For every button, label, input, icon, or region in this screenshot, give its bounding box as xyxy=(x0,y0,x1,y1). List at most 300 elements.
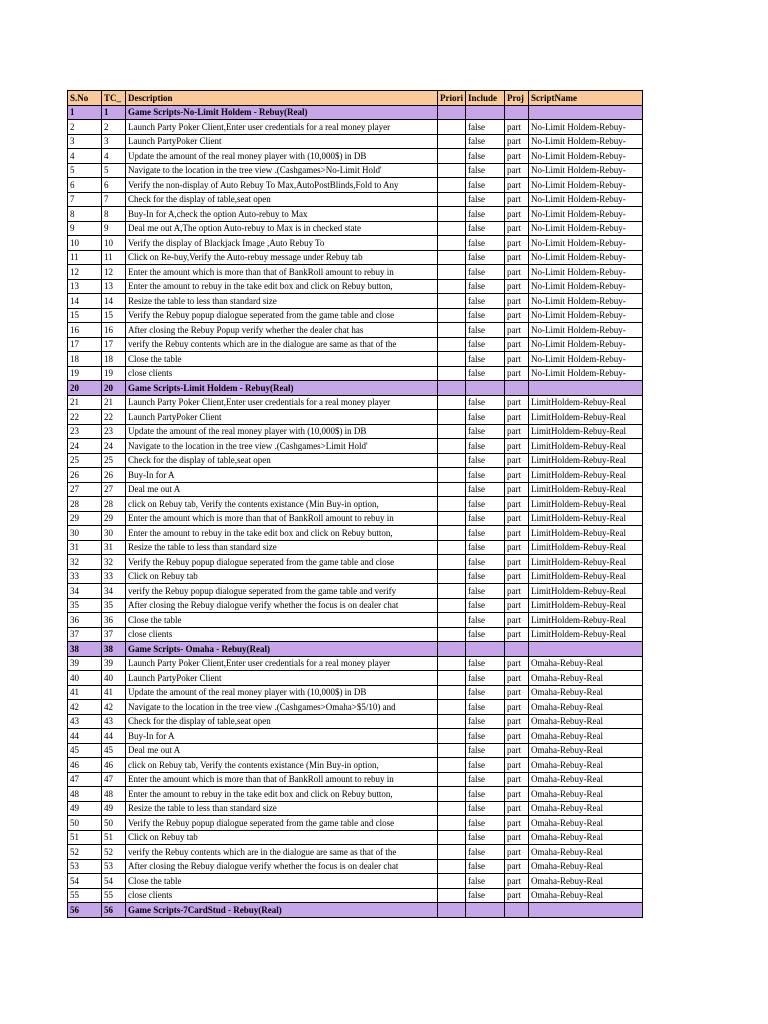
cell-project[interactable] xyxy=(505,381,529,396)
cell-project[interactable]: part xyxy=(505,120,529,135)
cell-priority[interactable] xyxy=(438,598,466,613)
cell-scriptname[interactable]: LimitHoldem-Rebuy-Real xyxy=(529,555,643,570)
cell-project[interactable]: part xyxy=(505,337,529,352)
cell-include[interactable]: false xyxy=(466,192,505,207)
cell-project[interactable]: part xyxy=(505,540,529,555)
cell-sno[interactable]: 1 xyxy=(68,105,102,120)
cell-include[interactable]: false xyxy=(466,758,505,773)
cell-priority[interactable] xyxy=(438,352,466,367)
cell-tc[interactable]: 17 xyxy=(102,337,126,352)
cell-tc[interactable]: 9 xyxy=(102,221,126,236)
header-project[interactable]: Proj xyxy=(505,91,529,106)
cell-scriptname[interactable]: Omaha-Rebuy-Real xyxy=(529,656,643,671)
cell-include[interactable]: false xyxy=(466,511,505,526)
cell-scriptname[interactable]: LimitHoldem-Rebuy-Real xyxy=(529,395,643,410)
cell-project[interactable]: part xyxy=(505,308,529,323)
cell-priority[interactable] xyxy=(438,337,466,352)
cell-include[interactable]: false xyxy=(466,294,505,309)
cell-scriptname[interactable]: No-Limit Holdem-Rebuy- xyxy=(529,323,643,338)
cell-include[interactable] xyxy=(466,381,505,396)
cell-scriptname[interactable]: LimitHoldem-Rebuy-Real xyxy=(529,569,643,584)
cell-tc[interactable]: 44 xyxy=(102,729,126,744)
cell-scriptname[interactable]: No-Limit Holdem-Rebuy- xyxy=(529,294,643,309)
cell-description[interactable]: verify the Rebuy popup dialogue seperated from the game table and verify xyxy=(126,584,438,599)
cell-sno[interactable]: 13 xyxy=(68,279,102,294)
cell-priority[interactable] xyxy=(438,830,466,845)
cell-scriptname[interactable]: Omaha-Rebuy-Real xyxy=(529,700,643,715)
cell-tc[interactable]: 45 xyxy=(102,743,126,758)
cell-priority[interactable] xyxy=(438,381,466,396)
cell-project[interactable]: part xyxy=(505,671,529,686)
cell-project[interactable]: part xyxy=(505,511,529,526)
cell-scriptname[interactable]: LimitHoldem-Rebuy-Real xyxy=(529,598,643,613)
cell-include[interactable]: false xyxy=(466,424,505,439)
cell-priority[interactable] xyxy=(438,250,466,265)
header-sno[interactable]: S.No xyxy=(68,91,102,106)
cell-include[interactable]: false xyxy=(466,671,505,686)
cell-priority[interactable] xyxy=(438,903,466,918)
cell-sno[interactable]: 19 xyxy=(68,366,102,381)
cell-scriptname[interactable]: Omaha-Rebuy-Real xyxy=(529,743,643,758)
cell-priority[interactable] xyxy=(438,236,466,251)
cell-sno[interactable]: 2 xyxy=(68,120,102,135)
cell-project[interactable]: part xyxy=(505,236,529,251)
cell-tc[interactable]: 34 xyxy=(102,584,126,599)
cell-scriptname[interactable]: LimitHoldem-Rebuy-Real xyxy=(529,511,643,526)
cell-description[interactable]: Deal me out A,The option Auto-rebuy to Max is in checked state xyxy=(126,221,438,236)
cell-tc[interactable]: 21 xyxy=(102,395,126,410)
cell-scriptname[interactable]: No-Limit Holdem-Rebuy- xyxy=(529,352,643,367)
cell-include[interactable]: false xyxy=(466,772,505,787)
cell-tc[interactable]: 42 xyxy=(102,700,126,715)
cell-sno[interactable]: 14 xyxy=(68,294,102,309)
cell-description[interactable]: click on Rebuy tab, Verify the contents existance (Min Buy-in option, xyxy=(126,758,438,773)
cell-description[interactable]: Launch Party Poker Client,Enter user credentials for a real money player xyxy=(126,120,438,135)
cell-sno[interactable]: 45 xyxy=(68,743,102,758)
cell-include[interactable]: false xyxy=(466,540,505,555)
cell-include[interactable]: false xyxy=(466,859,505,874)
cell-priority[interactable] xyxy=(438,279,466,294)
cell-scriptname[interactable]: No-Limit Holdem-Rebuy- xyxy=(529,337,643,352)
cell-priority[interactable] xyxy=(438,845,466,860)
cell-sno[interactable]: 33 xyxy=(68,569,102,584)
cell-project[interactable]: part xyxy=(505,859,529,874)
cell-priority[interactable] xyxy=(438,714,466,729)
cell-scriptname[interactable]: LimitHoldem-Rebuy-Real xyxy=(529,453,643,468)
cell-sno[interactable]: 9 xyxy=(68,221,102,236)
cell-scriptname[interactable]: LimitHoldem-Rebuy-Real xyxy=(529,468,643,483)
cell-description[interactable]: Enter the amount which is more than that of BankRoll amount to rebuy in xyxy=(126,511,438,526)
cell-priority[interactable] xyxy=(438,743,466,758)
cell-scriptname[interactable]: No-Limit Holdem-Rebuy- xyxy=(529,221,643,236)
cell-sno[interactable]: 25 xyxy=(68,453,102,468)
cell-scriptname[interactable]: No-Limit Holdem-Rebuy- xyxy=(529,265,643,280)
cell-sno[interactable]: 56 xyxy=(68,903,102,918)
cell-sno[interactable]: 41 xyxy=(68,685,102,700)
cell-tc[interactable]: 3 xyxy=(102,134,126,149)
cell-scriptname[interactable]: No-Limit Holdem-Rebuy- xyxy=(529,236,643,251)
cell-include[interactable] xyxy=(466,642,505,657)
cell-include[interactable]: false xyxy=(466,656,505,671)
cell-priority[interactable] xyxy=(438,772,466,787)
cell-tc[interactable]: 24 xyxy=(102,439,126,454)
cell-tc[interactable]: 54 xyxy=(102,874,126,889)
cell-description[interactable]: Check for the display of table,seat open xyxy=(126,192,438,207)
cell-priority[interactable] xyxy=(438,584,466,599)
cell-tc[interactable]: 5 xyxy=(102,163,126,178)
cell-sno[interactable]: 22 xyxy=(68,410,102,425)
cell-sno[interactable]: 27 xyxy=(68,482,102,497)
cell-tc[interactable]: 10 xyxy=(102,236,126,251)
cell-project[interactable]: part xyxy=(505,656,529,671)
cell-scriptname[interactable]: No-Limit Holdem-Rebuy- xyxy=(529,163,643,178)
cell-tc[interactable]: 2 xyxy=(102,120,126,135)
cell-priority[interactable] xyxy=(438,366,466,381)
cell-description[interactable]: Launch Party Poker Client,Enter user credentials for a real money player xyxy=(126,656,438,671)
cell-project[interactable] xyxy=(505,642,529,657)
cell-include[interactable]: false xyxy=(466,598,505,613)
cell-scriptname[interactable]: Omaha-Rebuy-Real xyxy=(529,830,643,845)
cell-description[interactable]: Verify the Rebuy popup dialogue seperated from the game table and close xyxy=(126,555,438,570)
cell-project[interactable]: part xyxy=(505,830,529,845)
cell-description[interactable]: Close the table xyxy=(126,874,438,889)
cell-tc[interactable]: 50 xyxy=(102,816,126,831)
cell-sno[interactable]: 30 xyxy=(68,526,102,541)
cell-include[interactable]: false xyxy=(466,729,505,744)
cell-description[interactable]: Resize the table to less than standard size xyxy=(126,801,438,816)
cell-priority[interactable] xyxy=(438,468,466,483)
cell-project[interactable]: part xyxy=(505,569,529,584)
cell-sno[interactable]: 10 xyxy=(68,236,102,251)
cell-tc[interactable]: 13 xyxy=(102,279,126,294)
cell-scriptname[interactable]: LimitHoldem-Rebuy-Real xyxy=(529,584,643,599)
cell-priority[interactable] xyxy=(438,526,466,541)
cell-project[interactable]: part xyxy=(505,294,529,309)
cell-priority[interactable] xyxy=(438,511,466,526)
cell-project[interactable]: part xyxy=(505,874,529,889)
cell-include[interactable]: false xyxy=(466,236,505,251)
cell-tc[interactable]: 8 xyxy=(102,207,126,222)
cell-sno[interactable]: 54 xyxy=(68,874,102,889)
cell-description[interactable]: Check for the display of table,seat open xyxy=(126,714,438,729)
cell-project[interactable]: part xyxy=(505,555,529,570)
cell-priority[interactable] xyxy=(438,395,466,410)
cell-sno[interactable]: 52 xyxy=(68,845,102,860)
cell-scriptname[interactable]: No-Limit Holdem-Rebuy- xyxy=(529,149,643,164)
cell-sno[interactable]: 51 xyxy=(68,830,102,845)
cell-sno[interactable]: 15 xyxy=(68,308,102,323)
cell-sno[interactable]: 31 xyxy=(68,540,102,555)
cell-priority[interactable] xyxy=(438,120,466,135)
cell-priority[interactable] xyxy=(438,787,466,802)
cell-include[interactable]: false xyxy=(466,279,505,294)
cell-scriptname[interactable]: LimitHoldem-Rebuy-Real xyxy=(529,497,643,512)
cell-include[interactable]: false xyxy=(466,685,505,700)
cell-include[interactable]: false xyxy=(466,439,505,454)
cell-include[interactable]: false xyxy=(466,410,505,425)
cell-scriptname[interactable]: LimitHoldem-Rebuy-Real xyxy=(529,410,643,425)
cell-description[interactable]: Enter the amount to rebuy in the take edit box and click on Rebuy button, xyxy=(126,526,438,541)
cell-tc[interactable]: 28 xyxy=(102,497,126,512)
cell-scriptname[interactable]: LimitHoldem-Rebuy-Real xyxy=(529,526,643,541)
cell-include[interactable]: false xyxy=(466,555,505,570)
cell-description[interactable]: Verify the display of Blackjack Image ,Auto Rebuy To xyxy=(126,236,438,251)
cell-sno[interactable]: 6 xyxy=(68,178,102,193)
cell-sno[interactable]: 3 xyxy=(68,134,102,149)
cell-description[interactable]: Navigate to the location in the tree view .(Cashgames>Omaha>$5/10) and xyxy=(126,700,438,715)
cell-tc[interactable]: 23 xyxy=(102,424,126,439)
cell-include[interactable]: false xyxy=(466,787,505,802)
cell-description[interactable]: Game Scripts- Omaha - Rebuy(Real) xyxy=(126,642,438,657)
cell-priority[interactable] xyxy=(438,656,466,671)
cell-scriptname[interactable]: No-Limit Holdem-Rebuy- xyxy=(529,178,643,193)
cell-include[interactable]: false xyxy=(466,497,505,512)
cell-priority[interactable] xyxy=(438,482,466,497)
cell-scriptname[interactable]: Omaha-Rebuy-Real xyxy=(529,714,643,729)
cell-priority[interactable] xyxy=(438,816,466,831)
cell-include[interactable]: false xyxy=(466,526,505,541)
cell-tc[interactable]: 19 xyxy=(102,366,126,381)
cell-priority[interactable] xyxy=(438,105,466,120)
cell-project[interactable]: part xyxy=(505,758,529,773)
cell-tc[interactable]: 15 xyxy=(102,308,126,323)
cell-sno[interactable]: 24 xyxy=(68,439,102,454)
cell-include[interactable]: false xyxy=(466,569,505,584)
cell-description[interactable]: Launch Party Poker Client,Enter user credentials for a real money player xyxy=(126,395,438,410)
cell-include[interactable]: false xyxy=(466,366,505,381)
cell-tc[interactable]: 4 xyxy=(102,149,126,164)
cell-sno[interactable]: 40 xyxy=(68,671,102,686)
cell-scriptname[interactable]: LimitHoldem-Rebuy-Real xyxy=(529,627,643,642)
cell-project[interactable]: part xyxy=(505,221,529,236)
cell-sno[interactable]: 11 xyxy=(68,250,102,265)
cell-priority[interactable] xyxy=(438,685,466,700)
cell-project[interactable]: part xyxy=(505,787,529,802)
cell-priority[interactable] xyxy=(438,497,466,512)
cell-description[interactable]: Launch PartyPoker Client xyxy=(126,134,438,149)
cell-tc[interactable]: 47 xyxy=(102,772,126,787)
cell-project[interactable]: part xyxy=(505,192,529,207)
cell-include[interactable]: false xyxy=(466,482,505,497)
cell-sno[interactable]: 23 xyxy=(68,424,102,439)
cell-priority[interactable] xyxy=(438,729,466,744)
cell-include[interactable] xyxy=(466,105,505,120)
cell-include[interactable]: false xyxy=(466,627,505,642)
cell-description[interactable]: Update the amount of the real money player with (10,000$) in DB xyxy=(126,149,438,164)
cell-sno[interactable]: 55 xyxy=(68,888,102,903)
cell-tc[interactable]: 48 xyxy=(102,787,126,802)
cell-project[interactable]: part xyxy=(505,178,529,193)
cell-include[interactable]: false xyxy=(466,743,505,758)
cell-sno[interactable]: 5 xyxy=(68,163,102,178)
cell-scriptname[interactable]: No-Limit Holdem-Rebuy- xyxy=(529,207,643,222)
cell-description[interactable]: close clients xyxy=(126,888,438,903)
cell-sno[interactable]: 32 xyxy=(68,555,102,570)
cell-tc[interactable]: 56 xyxy=(102,903,126,918)
cell-project[interactable]: part xyxy=(505,395,529,410)
cell-description[interactable]: Update the amount of the real money player with (10,000$) in DB xyxy=(126,424,438,439)
cell-sno[interactable]: 20 xyxy=(68,381,102,396)
cell-scriptname[interactable]: LimitHoldem-Rebuy-Real xyxy=(529,482,643,497)
cell-description[interactable]: Enter the amount to rebuy in the take edit box and click on Rebuy button, xyxy=(126,279,438,294)
cell-include[interactable]: false xyxy=(466,337,505,352)
cell-description[interactable]: Deal me out A xyxy=(126,743,438,758)
cell-project[interactable]: part xyxy=(505,207,529,222)
cell-description[interactable]: Game Scripts-7CardStud - Rebuy(Real) xyxy=(126,903,438,918)
cell-scriptname[interactable]: LimitHoldem-Rebuy-Real xyxy=(529,613,643,628)
cell-scriptname[interactable]: Omaha-Rebuy-Real xyxy=(529,758,643,773)
cell-project[interactable]: part xyxy=(505,279,529,294)
cell-project[interactable] xyxy=(505,903,529,918)
cell-description[interactable]: verify the Rebuy contents which are in the dialogue are same as that of the xyxy=(126,337,438,352)
cell-description[interactable]: Verify the non-display of Auto Rebuy To Max,AutoPostBlinds,Fold to Any xyxy=(126,178,438,193)
cell-include[interactable]: false xyxy=(466,163,505,178)
cell-priority[interactable] xyxy=(438,642,466,657)
cell-description[interactable]: Click on Re-buy,Verify the Auto-rebuy message under Rebuy tab xyxy=(126,250,438,265)
cell-scriptname[interactable]: Omaha-Rebuy-Real xyxy=(529,859,643,874)
cell-sno[interactable]: 28 xyxy=(68,497,102,512)
cell-tc[interactable]: 52 xyxy=(102,845,126,860)
cell-description[interactable]: Buy-In for A xyxy=(126,729,438,744)
cell-include[interactable]: false xyxy=(466,816,505,831)
cell-project[interactable]: part xyxy=(505,265,529,280)
cell-project[interactable]: part xyxy=(505,410,529,425)
cell-tc[interactable]: 39 xyxy=(102,656,126,671)
cell-scriptname[interactable]: LimitHoldem-Rebuy-Real xyxy=(529,424,643,439)
cell-project[interactable]: part xyxy=(505,888,529,903)
cell-project[interactable]: part xyxy=(505,424,529,439)
cell-description[interactable]: Close the table xyxy=(126,352,438,367)
cell-priority[interactable] xyxy=(438,323,466,338)
cell-sno[interactable]: 43 xyxy=(68,714,102,729)
cell-priority[interactable] xyxy=(438,555,466,570)
cell-include[interactable]: false xyxy=(466,134,505,149)
cell-scriptname[interactable] xyxy=(529,105,643,120)
cell-priority[interactable] xyxy=(438,192,466,207)
cell-tc[interactable]: 32 xyxy=(102,555,126,570)
cell-project[interactable]: part xyxy=(505,598,529,613)
cell-scriptname[interactable] xyxy=(529,642,643,657)
cell-scriptname[interactable] xyxy=(529,381,643,396)
header-scriptname[interactable]: ScriptName xyxy=(529,91,643,106)
cell-project[interactable]: part xyxy=(505,366,529,381)
cell-include[interactable]: false xyxy=(466,352,505,367)
cell-tc[interactable]: 27 xyxy=(102,482,126,497)
cell-scriptname[interactable]: Omaha-Rebuy-Real xyxy=(529,888,643,903)
cell-include[interactable] xyxy=(466,903,505,918)
cell-description[interactable]: Update the amount of the real money player with (10,000$) in DB xyxy=(126,685,438,700)
cell-priority[interactable] xyxy=(438,134,466,149)
cell-include[interactable]: false xyxy=(466,845,505,860)
cell-tc[interactable]: 41 xyxy=(102,685,126,700)
cell-include[interactable]: false xyxy=(466,700,505,715)
cell-priority[interactable] xyxy=(438,424,466,439)
cell-priority[interactable] xyxy=(438,410,466,425)
cell-tc[interactable]: 33 xyxy=(102,569,126,584)
cell-include[interactable]: false xyxy=(466,207,505,222)
cell-description[interactable]: Navigate to the location in the tree view .(Cashgames>No-Limit Hold' xyxy=(126,163,438,178)
cell-project[interactable] xyxy=(505,105,529,120)
cell-include[interactable]: false xyxy=(466,308,505,323)
cell-project[interactable]: part xyxy=(505,700,529,715)
cell-tc[interactable]: 1 xyxy=(102,105,126,120)
cell-priority[interactable] xyxy=(438,439,466,454)
cell-project[interactable]: part xyxy=(505,743,529,758)
cell-project[interactable]: part xyxy=(505,453,529,468)
cell-tc[interactable]: 46 xyxy=(102,758,126,773)
cell-sno[interactable]: 4 xyxy=(68,149,102,164)
cell-tc[interactable]: 36 xyxy=(102,613,126,628)
cell-scriptname[interactable]: Omaha-Rebuy-Real xyxy=(529,671,643,686)
cell-project[interactable]: part xyxy=(505,352,529,367)
cell-scriptname[interactable]: Omaha-Rebuy-Real xyxy=(529,845,643,860)
cell-description[interactable]: Enter the amount to rebuy in the take edit box and click on Rebuy button, xyxy=(126,787,438,802)
cell-tc[interactable]: 20 xyxy=(102,381,126,396)
cell-scriptname[interactable]: Omaha-Rebuy-Real xyxy=(529,729,643,744)
cell-tc[interactable]: 22 xyxy=(102,410,126,425)
cell-tc[interactable]: 49 xyxy=(102,801,126,816)
cell-description[interactable]: Resize the table to less than standard size xyxy=(126,540,438,555)
cell-project[interactable]: part xyxy=(505,323,529,338)
cell-tc[interactable]: 26 xyxy=(102,468,126,483)
cell-project[interactable]: part xyxy=(505,163,529,178)
cell-sno[interactable]: 34 xyxy=(68,584,102,599)
cell-scriptname[interactable]: No-Limit Holdem-Rebuy- xyxy=(529,250,643,265)
cell-sno[interactable]: 47 xyxy=(68,772,102,787)
cell-sno[interactable]: 17 xyxy=(68,337,102,352)
cell-sno[interactable]: 37 xyxy=(68,627,102,642)
cell-description[interactable]: Click on Rebuy tab xyxy=(126,569,438,584)
cell-sno[interactable]: 38 xyxy=(68,642,102,657)
cell-tc[interactable]: 55 xyxy=(102,888,126,903)
cell-description[interactable]: Enter the amount which is more than that of BankRoll amount to rebuy in xyxy=(126,772,438,787)
cell-description[interactable]: Navigate to the location in the tree view .(Cashgames>Limit Hold' xyxy=(126,439,438,454)
header-priority[interactable]: Priori xyxy=(438,91,466,106)
cell-scriptname[interactable]: No-Limit Holdem-Rebuy- xyxy=(529,366,643,381)
cell-scriptname[interactable]: LimitHoldem-Rebuy-Real xyxy=(529,439,643,454)
cell-tc[interactable]: 40 xyxy=(102,671,126,686)
cell-priority[interactable] xyxy=(438,801,466,816)
header-tc[interactable]: TC_ xyxy=(102,91,126,106)
cell-include[interactable]: false xyxy=(466,801,505,816)
cell-tc[interactable]: 37 xyxy=(102,627,126,642)
cell-sno[interactable]: 42 xyxy=(68,700,102,715)
cell-scriptname[interactable]: Omaha-Rebuy-Real xyxy=(529,874,643,889)
cell-tc[interactable]: 31 xyxy=(102,540,126,555)
cell-project[interactable]: part xyxy=(505,801,529,816)
cell-priority[interactable] xyxy=(438,874,466,889)
cell-description[interactable]: Verify the Rebuy popup dialogue seperated from the game table and close xyxy=(126,816,438,831)
cell-project[interactable]: part xyxy=(505,149,529,164)
cell-tc[interactable]: 18 xyxy=(102,352,126,367)
cell-description[interactable]: Verify the Rebuy popup dialogue seperated from the game table and close xyxy=(126,308,438,323)
cell-scriptname[interactable]: No-Limit Holdem-Rebuy- xyxy=(529,120,643,135)
cell-description[interactable]: close clients xyxy=(126,366,438,381)
cell-sno[interactable]: 46 xyxy=(68,758,102,773)
cell-tc[interactable]: 29 xyxy=(102,511,126,526)
cell-project[interactable]: part xyxy=(505,772,529,787)
cell-tc[interactable]: 43 xyxy=(102,714,126,729)
cell-project[interactable]: part xyxy=(505,584,529,599)
cell-include[interactable]: false xyxy=(466,453,505,468)
cell-sno[interactable]: 12 xyxy=(68,265,102,280)
cell-include[interactable]: false xyxy=(466,178,505,193)
cell-description[interactable]: Buy-In for A xyxy=(126,468,438,483)
header-description[interactable]: Description xyxy=(126,91,438,106)
cell-description[interactable]: After closing the Rebuy dialogue verify whether the focus is on dealer chat xyxy=(126,598,438,613)
cell-scriptname[interactable]: Omaha-Rebuy-Real xyxy=(529,685,643,700)
cell-include[interactable]: false xyxy=(466,265,505,280)
